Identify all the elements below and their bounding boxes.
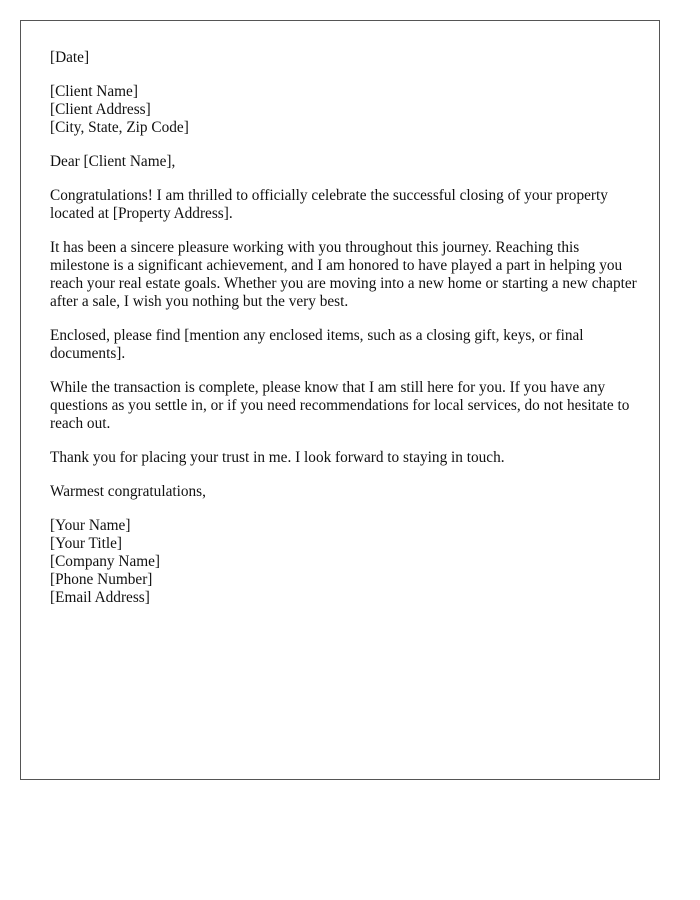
- signature-name: [Your Name]: [50, 517, 131, 534]
- paragraph-thank-you: Thank you for placing your trust in me. I look forward to staying in touch.: [50, 449, 505, 466]
- salutation: [50, 153, 640, 171]
- signature-company: [Company Name]: [50, 553, 161, 570]
- paragraph-still-here: While the transaction is complete, please know that I am still here for you. If you have any questions as you settle in, or if you need recommendations for local services, do not hesitate to reach out.: [50, 379, 630, 432]
- signature-block: [50, 517, 640, 607]
- signature-phone: [Phone Number]: [50, 571, 153, 588]
- closing-text: Warmest congratulations,: [50, 483, 206, 500]
- recipient-address-block: [50, 83, 640, 137]
- recipient-address: [Client Address]: [50, 101, 151, 118]
- recipient-city-state-zip: [City, State, Zip Code]: [50, 119, 189, 136]
- letter-body: [50, 49, 640, 623]
- recipient-name: [Client Name]: [50, 83, 138, 100]
- salutation-text: Dear [Client Name],: [50, 153, 176, 170]
- signature-email: [Email Address]: [50, 589, 150, 606]
- paragraph-pleasure: It has been a sincere pleasure working with you throughout this journey. Reaching this milestone is a significant achievement, and I am honored to have played a part in helping you reach your real estate goals. Whether you are moving into a new home or starting a new chapter after a sale, I wish you nothing but the very best.: [50, 239, 637, 310]
- letter-page: [20, 20, 660, 780]
- signature-title: [Your Title]: [50, 535, 122, 552]
- closing: [50, 483, 640, 501]
- date-line: [Date]: [50, 49, 90, 66]
- paragraph-congratulations: Congratulations! I am thrilled to officially celebrate the successful closing of your property located at [Property Address].: [50, 187, 608, 222]
- paragraph-enclosed: Enclosed, please find [mention any enclosed items, such as a closing gift, keys, or final documents].: [50, 327, 584, 362]
- letter-date: [50, 49, 640, 67]
